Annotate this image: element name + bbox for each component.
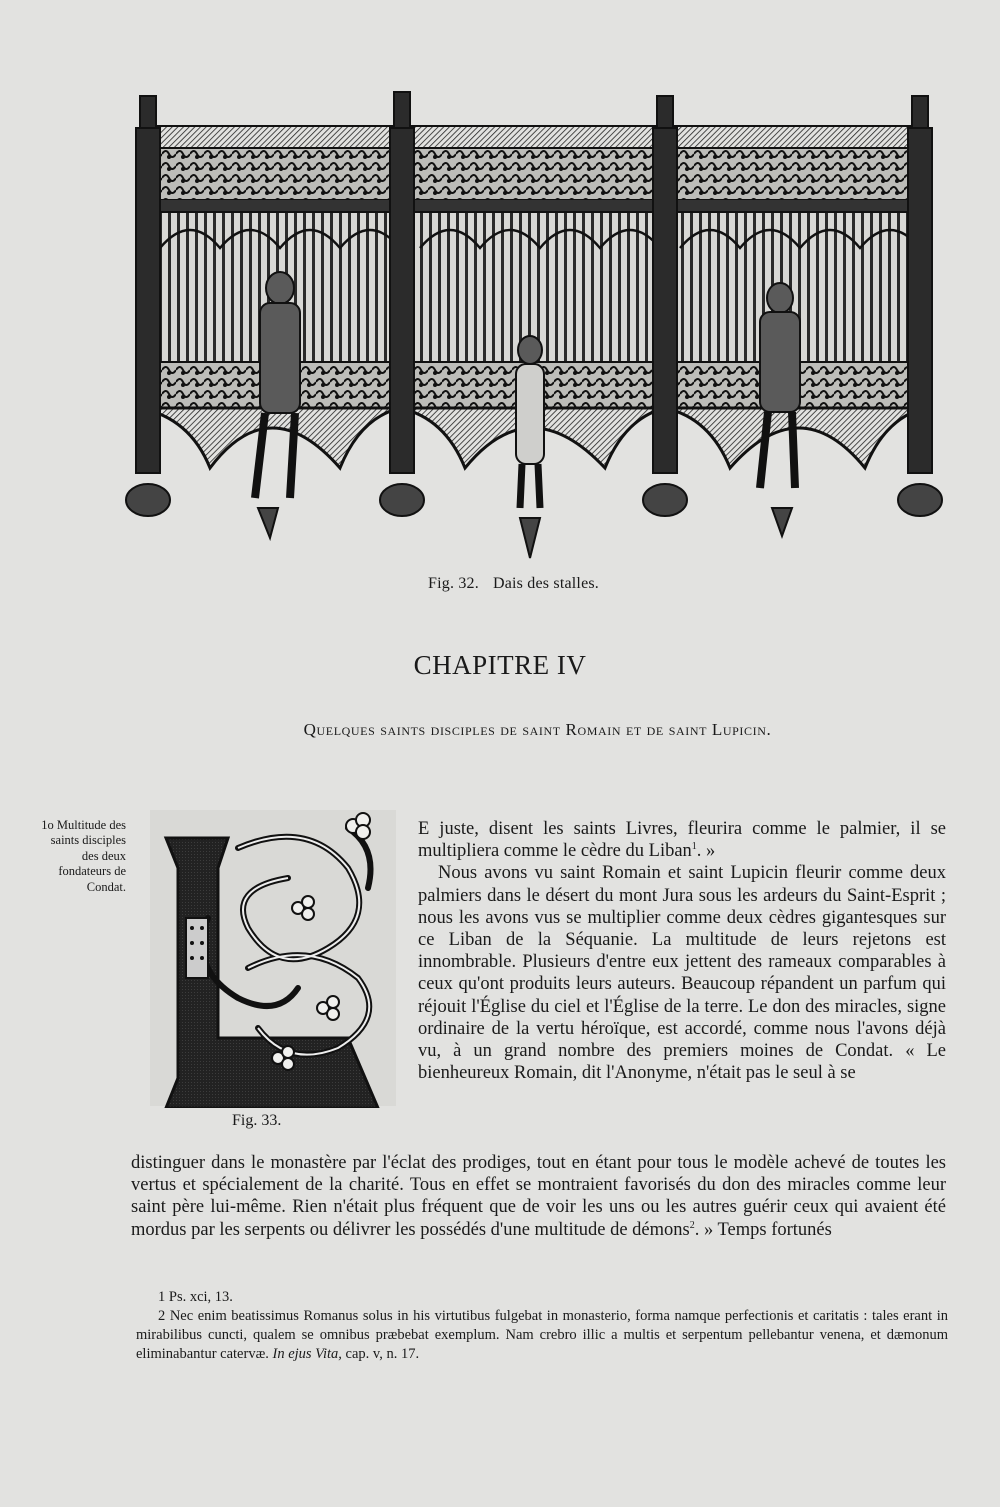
figure-32-caption xyxy=(428,575,599,593)
body-text-wide-column xyxy=(131,1152,946,1241)
margin-note: 1o Multitude des saints disciples des deux fondateurs de Condat. xyxy=(41,818,126,894)
footnote-ref-1: 1 xyxy=(691,841,697,853)
footnote-2-source-title: In ejus Vita, xyxy=(272,1346,342,1362)
footnotes xyxy=(136,1288,948,1364)
ornate-letter-l-illustration xyxy=(148,808,398,1108)
chapter-subtitle: Quelques saints disciples de saint Romain et de saint Lupicin. xyxy=(303,720,772,739)
paragraph-2-start: Nous avons vu saint Romain et saint Lupicin fleurir comme deux palmiers dans le désert du mont Jura sous les ardeurs du Saint-Esprit ; nous les avons vus se multiplier comme deux cèdres gigantesques sur ce Liban de la Séquanie. La multitude de leurs rejetons est innombrable. Plusieurs d'entre eux jettent des rameaux comparables à ceux qu'ont produits leurs auteurs. Beaucoup répandent un parfum qui réjouit l'Église du ciel et l'Église de la terre. Le don des miracles, signe ordinaire de la vertu héroïque, est accordé, comme nous l'avons déjà vu, à un grand nombre des premiers moines de Condat. « Le bienheureux Romain, dit l'Anonyme, n'était pas le seul à se xyxy=(418,863,946,1084)
body-text-narrow-column xyxy=(418,818,946,1084)
figure-32-title: Dais des stalles. xyxy=(492,575,600,592)
figure-32-engraving xyxy=(120,88,945,568)
chapter-title: CHAPITRE IV xyxy=(413,650,587,680)
figure-32-label: Fig. 32. xyxy=(428,575,479,592)
stalls-canopy-illustration xyxy=(120,88,945,568)
figure-33-ornate-initial xyxy=(148,808,398,1108)
footnote-2: 2 Nec enim beatissimus Romanus solus in his virtutibus fulgebat in monasterio, forma namque perfectionis et caritatis : tales erant in mirabilibus cuncti, qualem se omnibus præbebat exemplum. Nam crebro illic a multis et serpentum pellebantur venena, et dæmonum eliminabantur catervæ. In ejus Vita, cap. v, n. 17. xyxy=(136,1308,948,1362)
footnote-1: 1 Ps. xci, 13. xyxy=(158,1289,233,1305)
footnote-ref-2: 2 xyxy=(689,1219,695,1231)
footnote-2-source-ref: cap. v, n. 17. xyxy=(341,1346,420,1362)
paragraph-2-continued: distinguer dans le monastère par l'éclat des prodiges, tout en étant pour tous le modèle achevé de toutes les vertus et spécialement de la charité. Tous en effet se montraient favorisés du don des miracles comme leur saint père lui-même. Rien n'était plus fréquent que de voir les uns ou les autres guérir ceux qui avaient été mordus par les serpents ou délivrer les possédés d'une multitude de démons$^2$. » Temps fortunés xyxy=(131,1153,946,1240)
figure-33-caption: Fig. 33. xyxy=(232,1112,282,1129)
paragraph-1: E juste, disent les saints Livres, fleurira comme le palmier, il se multipliera comme le cèdre du Liban$^1$. » xyxy=(418,819,946,862)
